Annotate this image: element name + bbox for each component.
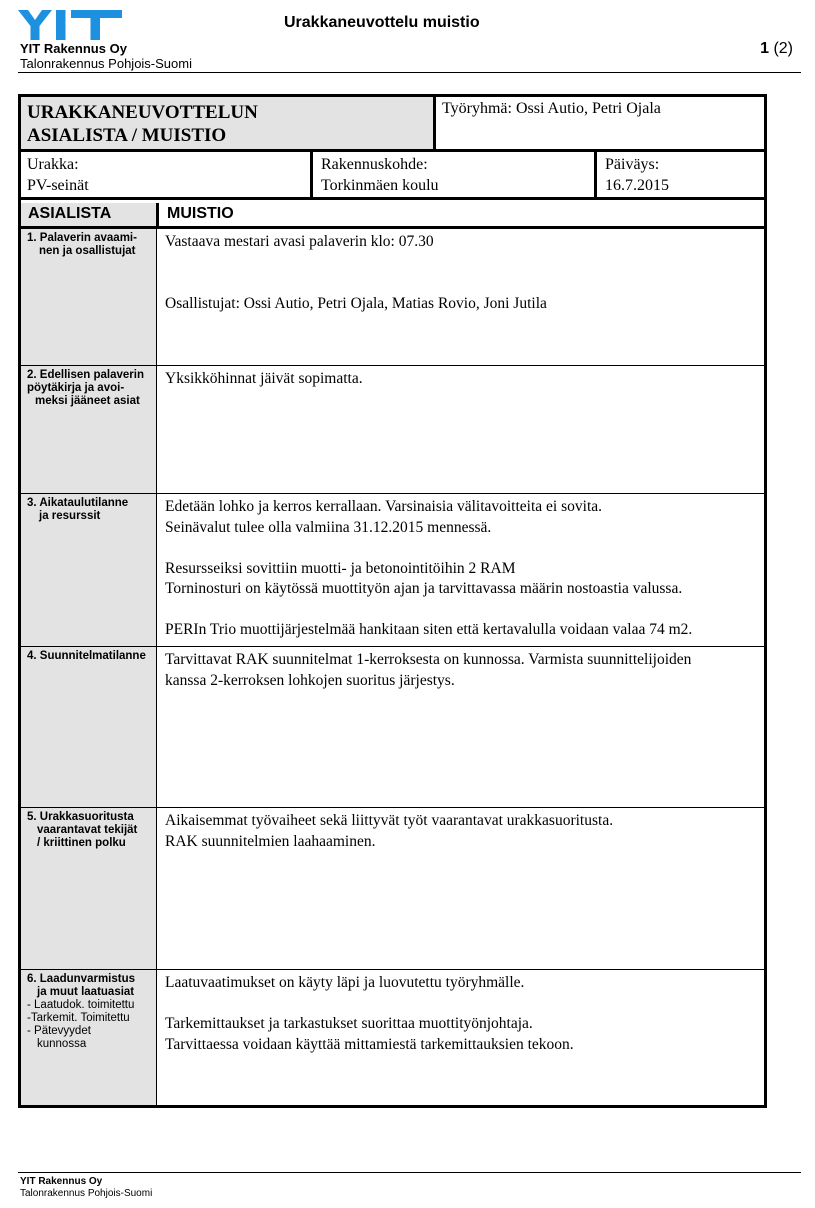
agenda-row-4 [21,646,764,807]
note-line: Torninosturi on käytössä muottityön ajan ja tarvittavassa määrin nostoastia valussa. [165,580,683,597]
topic-line: -Tarkemit. Toimitettu [27,1012,130,1024]
memo-column-header: MUISTIO [156,203,764,226]
page-total: (2) [773,40,793,57]
topic-line: meksi jääneet asiat [35,395,140,407]
topic-line: ja resurssit [39,510,101,522]
date-value: 16.7.2015 [605,177,669,194]
form-title-line-2: ASIALISTA / MUISTIO [27,125,227,146]
memo-form [18,94,767,1108]
topic-line: - Laatudok. toimitettu [27,999,135,1011]
yit-logo [18,10,122,40]
note-line: Edetään lohko ja kerros kerrallaan. Varsinaisia välitavoitteita ei sovita. [165,498,603,515]
footer-company: YIT Rakennus Oy [20,1176,103,1187]
topic-line: - Pätevyydet [27,1025,91,1037]
agenda-notes [156,970,764,1105]
topic-line: / kriittinen polku [37,837,126,849]
topic-line: kunnossa [37,1038,87,1050]
company-name: YIT Rakennus Oy [20,41,127,56]
agenda-row-1 [21,229,764,365]
agenda-topic [21,366,156,493]
topic-line: 3. Aikataulutilanne [27,497,129,509]
note-line: PERIn Trio muottijärjestelmää hankitaan siten että kertavalulla voidaan valaa 74 m2. [165,621,693,638]
agenda-notes [156,229,764,365]
agenda-row-2 [21,365,764,493]
note-line: Osallistujat: Ossi Autio, Petri Ojala, Matias Rovio, Joni Jutila [165,294,547,312]
date-cell [594,152,764,197]
form-title-row [21,97,764,152]
project-info-row [21,152,764,200]
header-divider [18,72,801,73]
agenda-topic [21,647,156,807]
agenda-topic [21,970,156,1105]
topic-line: vaarantavat tekijät [37,824,138,836]
contract-cell [21,152,310,197]
topic-line: 4. Suunnitelmatilanne [27,650,146,662]
company-unit: Talonrakennus Pohjois-Suomi [20,56,192,71]
agenda-topic [21,229,156,365]
page-current: 1 [760,40,769,57]
footer-unit: Talonrakennus Pohjois-Suomi [20,1188,153,1199]
agenda-notes [156,366,764,493]
workgroup-cell: Työryhmä: Ossi Autio, Petri Ojala [433,97,764,149]
note-line: Aikaisemmat työvaiheet sekä liittyvät työt vaarantavat urakkasuoritusta. [165,812,614,829]
note-line: RAK suunnitelmien laahaaminen. [165,832,376,850]
agenda-row-6 [21,969,764,1105]
topic-line: 1. Palaverin avaami- [27,232,137,244]
note-line: Vastaava mestari avasi palaverin klo: 07.30 [165,233,434,250]
contract-label: Urakka: [27,156,79,173]
agenda-topic [21,494,156,646]
topic-line: 6. Laadunvarmistus [27,973,136,985]
topic-line: 5. Urakkasuoritusta [27,811,134,823]
form-title-line-1: URAKKANEUVOTTELUN [27,102,258,123]
agenda-notes [156,647,764,807]
site-label: Rakennuskohde: [321,156,428,173]
page-number [760,40,793,58]
column-header-row [21,203,764,229]
note-line: Tarvittaessa voidaan käyttää mittamiestä tarkemittauksien tekoon. [165,1035,574,1053]
footer-divider [18,1172,801,1173]
contract-value: PV-seinät [27,177,89,194]
agenda-topic [21,808,156,969]
agenda-column-header: ASIALISTA [21,203,156,226]
topic-line: nen ja osallistujat [39,245,136,257]
note-line: kanssa 2-kerroksen lohkojen suoritus järjestys. [165,671,455,689]
note-line: Tarkemittaukset ja tarkastukset suorittaa muottityönjohtaja. [165,1015,533,1032]
form-title [21,97,433,149]
note-line: Resursseiksi sovittiin muotti- ja betonointitöihin 2 RAM [165,559,516,577]
note-line: Seinävalut tulee olla valmiina 31.12.2015 mennessä. [165,518,492,536]
document-title: Urakkaneuvottelu muistio [284,14,480,31]
agenda-notes [156,494,764,646]
note-line: Laatuvaatimukset on käyty läpi ja luovutettu työryhmälle. [165,974,525,991]
site-cell [310,152,594,197]
note-line: Yksikköhinnat jäivät sopimatta. [165,370,363,387]
agenda-row-3 [21,493,764,646]
agenda-row-5 [21,807,764,969]
topic-line: 2. Edellisen palaverin [27,369,144,381]
site-value: Torkinmäen koulu [321,177,439,194]
topic-line: pöytäkirja ja avoi- [27,382,125,394]
agenda-notes [156,808,764,969]
note-line: Tarvittavat RAK suunnitelmat 1-kerroksesta on kunnossa. Varmista suunnittelijoiden [165,651,692,668]
date-label: Päiväys: [605,156,660,173]
topic-line: ja muut laatuasiat [37,986,135,998]
